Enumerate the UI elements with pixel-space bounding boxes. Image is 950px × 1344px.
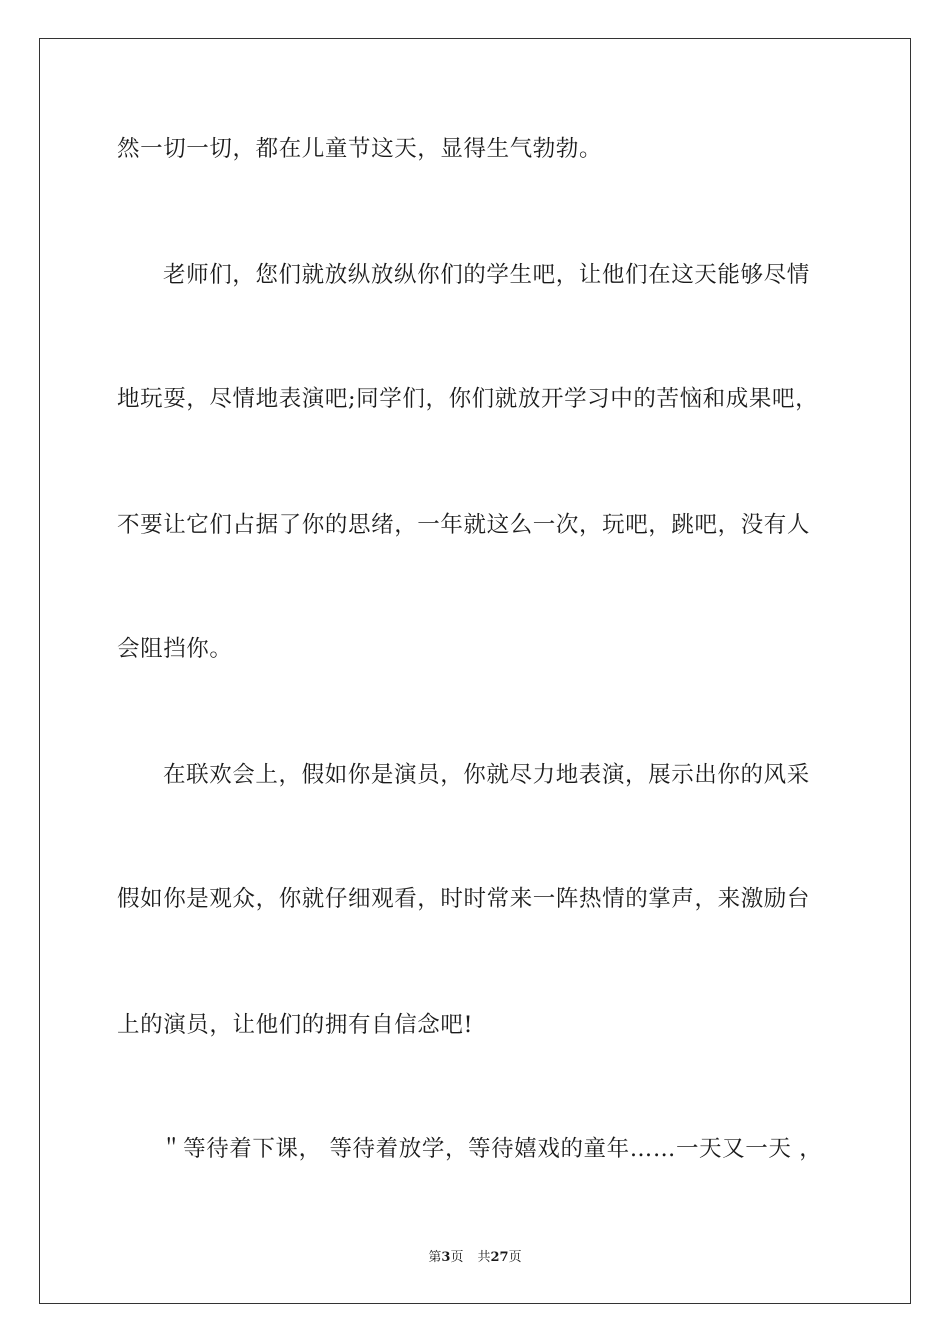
page-footer (0, 1246, 950, 1265)
text-line: 假如你是观众，你就仔细观看，时时常来一阵热情的掌声，来激励台 (117, 886, 811, 912)
total-suffix: 页 (508, 1250, 522, 1265)
text-line: 在联欢会上，假如你是演员，你就尽力地表演，展示出你的风采 (163, 762, 810, 788)
page-suffix: 页 (450, 1250, 464, 1265)
total-prefix: 共 (477, 1250, 491, 1265)
text-line: 地玩耍，尽情地表演吧;同学们，你们就放开学习中的苦恼和成果吧， (117, 386, 819, 412)
text-line: 上的演员，让他们的拥有自信念吧! (117, 1012, 474, 1038)
text-line: 会阻挡你。 (117, 636, 233, 662)
page-prefix: 第 (428, 1250, 442, 1265)
text-line: ＂等待着下课， 等待着放学，等待嬉戏的童年……一天又一天 ， (160, 1136, 823, 1162)
text-line: 不要让它们占据了你的思绪，一年就这么一次，玩吧，跳吧，没有人 (117, 512, 811, 538)
text-line: 老师们，您们就放纵放纵你们的学生吧，让他们在这天能够尽情 (163, 262, 810, 288)
page-number: 3 (441, 1250, 451, 1265)
text-line: 然一切一切，都在儿童节这天，显得生气勃勃。 (117, 136, 603, 162)
total-pages: 27 (490, 1250, 509, 1265)
page-border (39, 38, 911, 1304)
